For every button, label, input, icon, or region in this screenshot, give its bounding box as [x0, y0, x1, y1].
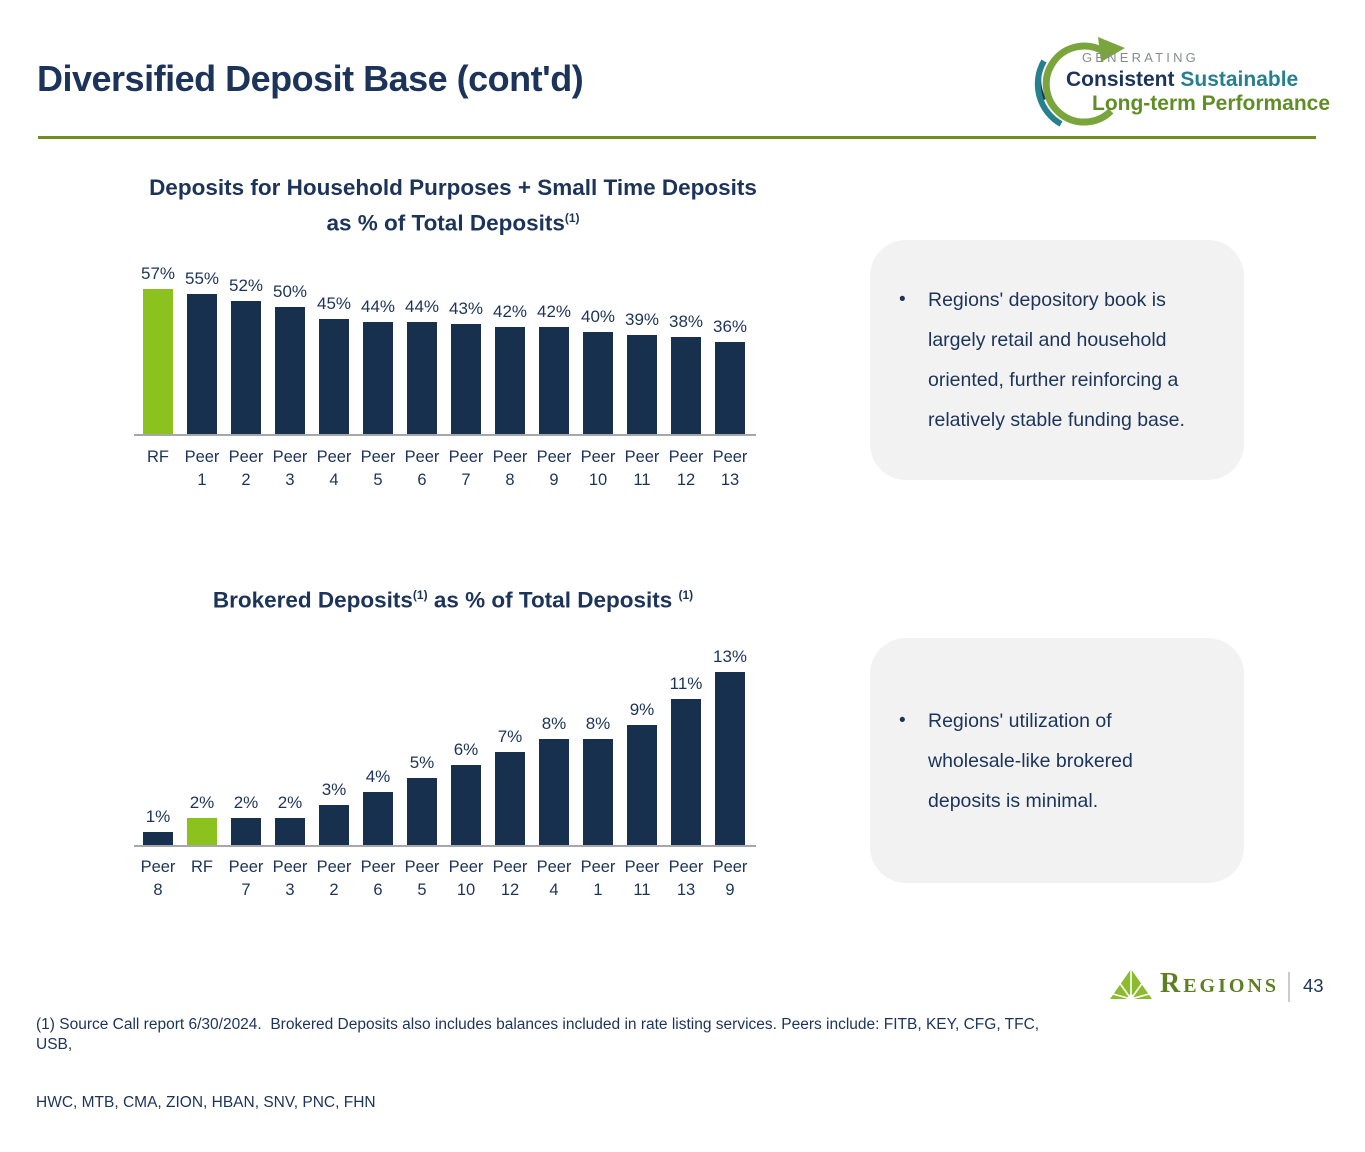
bar-peer-3: [275, 818, 305, 845]
bar-peer-2: [231, 301, 261, 434]
chart2-title-part2: as % of Total Deposits: [433, 587, 673, 613]
regions-wordmark: Regions: [1160, 968, 1280, 999]
bar-column-peer-8: [143, 807, 173, 845]
x-label-peer-5: Peer 5: [404, 858, 440, 899]
bar-peer-10: [451, 765, 481, 845]
bar-column-peer-4: [539, 714, 569, 845]
bar-value-label-peer-13: 36%: [712, 317, 748, 336]
bar-value-label-peer-9: 13%: [712, 647, 748, 666]
bar-value-label-peer-6: 44%: [404, 297, 440, 316]
brand-longterm-label: Long-term Performance: [1092, 92, 1331, 115]
bar-value-label-peer-5: 44%: [360, 297, 396, 316]
bar-peer-13: [671, 699, 701, 845]
callout-depository-text: Regions' depository book is largely retail and household oriented, further reinforcing a relatively stable funding base.: [928, 289, 1185, 431]
bar-value-label-peer-8: 1%: [145, 807, 171, 826]
bar-peer-11: [627, 725, 657, 845]
footnote-line1: (1) Source Call report 6/30/2024. Brokered Deposits also includes balances included in rate listing services. Peers include: FITB, KEY, CFG, TFC, USB,: [36, 1016, 1044, 1053]
x-label-peer-8: Peer 8: [492, 448, 528, 489]
bar-value-label-rf: 2%: [189, 793, 215, 812]
bar-column-peer-13: [671, 674, 701, 845]
bar-peer-9: [539, 327, 569, 434]
chart1-bars: [140, 254, 748, 434]
bar-column-peer-3: [272, 282, 308, 434]
x-label-peer-1: Peer 1: [580, 858, 616, 899]
chart1-title-line2: as % of Total Deposits: [326, 210, 565, 236]
bar-value-label-peer-4: 45%: [316, 294, 352, 313]
chart2-title-part1: Brokered Deposits: [212, 587, 413, 613]
bar-column-peer-9: [712, 647, 748, 845]
bar-column-peer-9: [536, 302, 572, 434]
bar-column-rf: [140, 264, 176, 434]
header-divider-rule: [38, 136, 1316, 139]
brand-sustainable: Sustainable: [1180, 68, 1299, 91]
bar-peer-8: [495, 327, 525, 434]
brand-consistent: Consistent: [1066, 68, 1175, 91]
chart1-title: [133, 172, 773, 239]
chart1-title-line1: Deposits for Household Purposes + Small Time Deposits: [149, 175, 757, 200]
bar-value-label-peer-4: 8%: [541, 714, 567, 733]
bar-peer-4: [539, 739, 569, 845]
bar-column-peer-8: [492, 302, 528, 434]
bar-column-peer-1: [184, 269, 220, 434]
x-label-peer-9: Peer 9: [712, 858, 748, 899]
bar-peer-4: [319, 319, 349, 434]
generating-performance-logo: [1030, 18, 1330, 133]
footer-divider: [1288, 972, 1290, 1002]
bar-value-label-peer-12: 38%: [668, 312, 704, 331]
bar-column-peer-10: [580, 307, 616, 434]
bar-rf: [187, 818, 217, 845]
x-label-peer-8: Peer 8: [140, 858, 176, 899]
bar-value-label-peer-10: 40%: [580, 307, 616, 326]
x-label-peer-10: Peer 10: [448, 858, 484, 899]
bar-column-peer-5: [407, 753, 437, 845]
bar-peer-12: [495, 752, 525, 845]
bar-peer-8: [143, 832, 173, 845]
callout-brokered-text: Regions' utilization of wholesale-like brokered deposits is minimal.: [928, 709, 1133, 812]
x-label-peer-11: Peer 11: [624, 448, 660, 489]
x-label-peer-13: Peer 13: [712, 448, 748, 489]
bar-column-peer-7: [231, 793, 261, 845]
bar-peer-7: [451, 324, 481, 434]
bar-peer-5: [407, 778, 437, 845]
chart1-baseline: [134, 434, 756, 436]
bar-column-peer-2: [228, 276, 264, 434]
x-label-peer-13: Peer 13: [668, 858, 704, 899]
bar-peer-6: [407, 322, 437, 434]
bar-peer-7: [231, 818, 261, 845]
bar-value-label-peer-3: 2%: [277, 793, 303, 812]
chart2-footnote-marker2: (1): [678, 588, 694, 602]
page-title: Diversified Deposit Base (cont'd): [37, 58, 584, 99]
bar-peer-11: [627, 335, 657, 434]
regions-pyramid-icon: [1110, 968, 1152, 1000]
bar-value-label-peer-7: 2%: [233, 793, 259, 812]
bar-column-rf: [187, 793, 217, 845]
bar-peer-2: [319, 805, 349, 845]
bar-column-peer-11: [627, 700, 657, 845]
bar-column-peer-11: [624, 310, 660, 434]
bar-column-peer-1: [583, 714, 613, 845]
brand-consistent-sustainable-label: [1066, 68, 1298, 92]
bar-peer-12: [671, 337, 701, 434]
bullet-icon: •: [899, 709, 906, 731]
chart2-footnote-marker1: (1): [412, 588, 428, 602]
x-label-rf: RF: [191, 858, 213, 876]
bar-value-label-peer-7: 43%: [448, 299, 484, 318]
callout-brokered-deposits: [870, 638, 1244, 883]
bar-rf: [143, 289, 173, 434]
bar-value-label-peer-8: 42%: [492, 302, 528, 321]
bar-peer-3: [275, 307, 305, 434]
chart2-x-axis: [140, 856, 748, 902]
x-label-peer-3: Peer 3: [272, 448, 308, 489]
x-label-rf: RF: [147, 448, 169, 466]
x-label-peer-1: Peer 1: [184, 448, 220, 489]
x-label-peer-3: Peer 3: [272, 858, 308, 899]
bar-value-label-peer-5: 5%: [409, 753, 435, 772]
callout-depository-book: [870, 240, 1244, 480]
bar-value-label-peer-1: 8%: [585, 714, 611, 733]
x-label-peer-2: Peer 2: [316, 858, 352, 899]
chart2-bars: [143, 640, 748, 845]
chart2-title: [133, 580, 773, 616]
x-label-peer-12: Peer 12: [668, 448, 704, 489]
x-label-peer-9: Peer 9: [536, 448, 572, 489]
regions-logo: [1110, 968, 1279, 1000]
chart1-footnote-marker: (1): [564, 211, 580, 225]
x-label-peer-4: Peer 4: [536, 858, 572, 899]
x-label-peer-10: Peer 10: [580, 448, 616, 489]
chart1-x-axis: [143, 446, 748, 492]
bar-peer-9: [715, 672, 745, 845]
bullet-icon: •: [899, 289, 906, 310]
bar-column-peer-5: [360, 297, 396, 434]
x-label-peer-11: Peer 11: [624, 858, 660, 899]
bar-value-label-peer-2: 3%: [321, 780, 347, 799]
x-label-peer-2: Peer 2: [228, 448, 264, 489]
x-label-peer-7: Peer 7: [228, 858, 264, 899]
chart2-baseline: [134, 845, 756, 847]
x-label-peer-5: Peer 5: [360, 448, 396, 489]
bar-value-label-peer-2: 52%: [228, 276, 264, 295]
x-label-peer-6: Peer 6: [404, 448, 440, 489]
bar-column-peer-13: [712, 317, 748, 434]
bar-value-label-peer-9: 42%: [536, 302, 572, 321]
bar-peer-1: [187, 294, 217, 434]
bar-value-label-peer-10: 6%: [453, 740, 479, 759]
bar-column-peer-10: [451, 740, 481, 845]
bar-peer-13: [715, 342, 745, 434]
x-label-peer-6: Peer 6: [360, 858, 396, 899]
bar-peer-10: [583, 332, 613, 434]
bar-value-label-rf: 57%: [140, 264, 176, 283]
bar-column-peer-2: [319, 780, 349, 845]
bar-value-label-peer-12: 7%: [497, 727, 523, 746]
bar-value-label-peer-11: 9%: [629, 700, 655, 719]
bar-value-label-peer-13: 11%: [669, 674, 703, 693]
x-label-peer-7: Peer 7: [448, 448, 484, 489]
bar-peer-1: [583, 739, 613, 845]
page-number: 43: [1303, 975, 1324, 996]
bar-value-label-peer-6: 4%: [365, 767, 391, 786]
bar-value-label-peer-1: 55%: [184, 269, 220, 288]
footnote: [36, 976, 1046, 1152]
bar-column-peer-6: [404, 297, 440, 434]
bar-column-peer-4: [316, 294, 352, 434]
bar-value-label-peer-3: 50%: [272, 282, 308, 301]
bar-column-peer-7: [448, 299, 484, 434]
x-label-peer-12: Peer 12: [492, 858, 528, 899]
bar-column-peer-12: [495, 727, 525, 845]
x-label-peer-4: Peer 4: [316, 448, 352, 489]
bar-peer-5: [363, 322, 393, 434]
footnote-line2: HWC, MTB, CMA, ZION, HBAN, SNV, PNC, FHN: [36, 1094, 376, 1111]
bar-column-peer-12: [668, 312, 704, 434]
bar-value-label-peer-11: 39%: [624, 310, 660, 329]
bar-peer-6: [363, 792, 393, 845]
brand-generating-label: GENERATING: [1082, 50, 1199, 65]
bar-column-peer-3: [275, 793, 305, 845]
bar-column-peer-6: [363, 767, 393, 845]
